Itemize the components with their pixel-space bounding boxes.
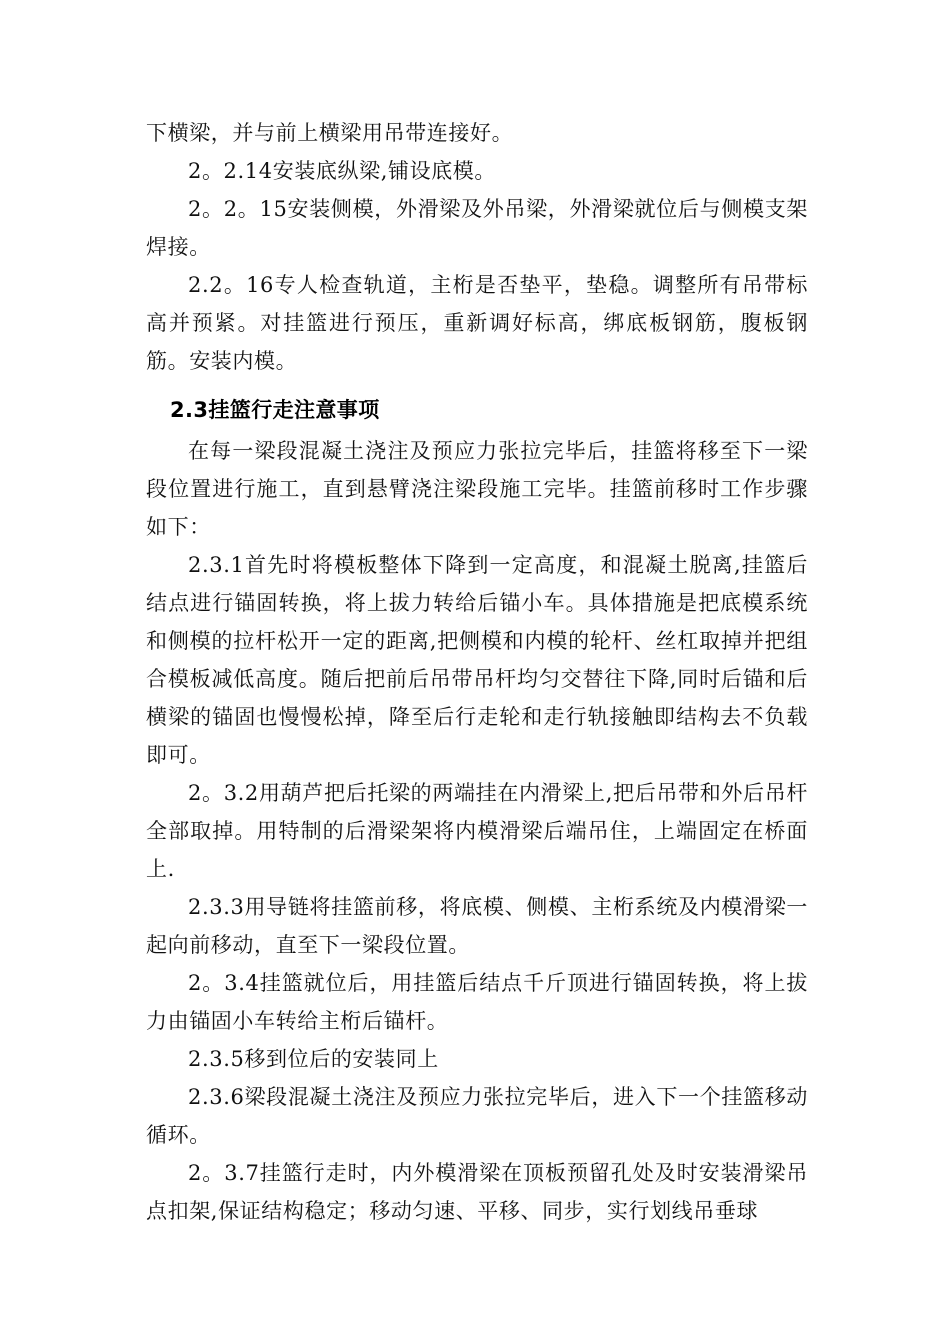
paragraph-2-2-14: 2。2.14安装底纵梁,铺设底模。 <box>188 159 496 183</box>
paragraph-2-3-7: 2。3.7挂篮行走时，内外模滑梁在顶板预留孔处及时安装滑梁吊点扣架,保证结构稳定；移动匀速、平移、同步，实行划线吊垂球 <box>146 1161 808 1223</box>
paragraph-2-3-6: 2.3.6梁段混凝土浇注及预应力张拉完毕后，进入下一个挂篮移动循环。 <box>146 1085 808 1147</box>
section-heading-2-3: 2.3挂篮行走注意事项 <box>170 398 380 422</box>
document-body <box>146 114 808 1230</box>
paragraph-2-3-4: 2。3.4挂篮就位后，用挂篮后结点千斤顶进行锚固转换，将上拔力由锚固小车转给主桁后锚杆。 <box>146 971 808 1033</box>
paragraph-intro: 在每一梁段混凝土浇注及预应力张拉完毕后，挂篮将移至下一梁段位置进行施工，直到悬臂浇注梁段施工完毕。挂篮前移时工作步骤如下： <box>146 439 808 539</box>
paragraph-2-3-3: 2.3.3用导链将挂篮前移，将底模、侧模、主桁系统及内模滑梁一起向前移动，直至下一梁段位置。 <box>146 895 808 957</box>
paragraph-2-3-5: 2.3.5移到位后的安装同上 <box>188 1047 439 1071</box>
paragraph-2-3-2: 2。3.2用葫芦把后托梁的两端挂在内滑梁上,把后吊带和外后吊杆全部取掉。用特制的后滑梁架将内模滑梁后端吊住，上端固定在桥面上. <box>146 781 808 881</box>
paragraph-2-2-16: 2.2。16专人检查轨道，主桁是否垫平，垫稳。调整所有吊带标高并预紧。对挂篮进行预压，重新调好标高，绑底板钢筋，腹板钢筋。安装内模。 <box>146 273 808 373</box>
paragraph-2-3-1: 2.3.1首先时将模板整体下降到一定高度，和混凝土脱离,挂篮后结点进行锚固转换，将上拔力转给后锚小车。具体措施是把底模系统和侧模的拉杆松开一定的距离,把侧模和内模的轮杆、丝杠取掉并把组合模板减低高度。随后把前后吊带吊杆均匀交替往下降,同时后锚和后横梁的锚固也慢慢松掉，降至后行走轮和走行轨接触即结构去不负载即可。 <box>146 553 808 767</box>
paragraph-2-2-15: 2。2。15安装侧模，外滑梁及外吊梁，外滑梁就位后与侧模支架焊接。 <box>146 197 808 259</box>
paragraph-continuation: 下横梁，并与前上横梁用吊带连接好。 <box>146 121 514 145</box>
